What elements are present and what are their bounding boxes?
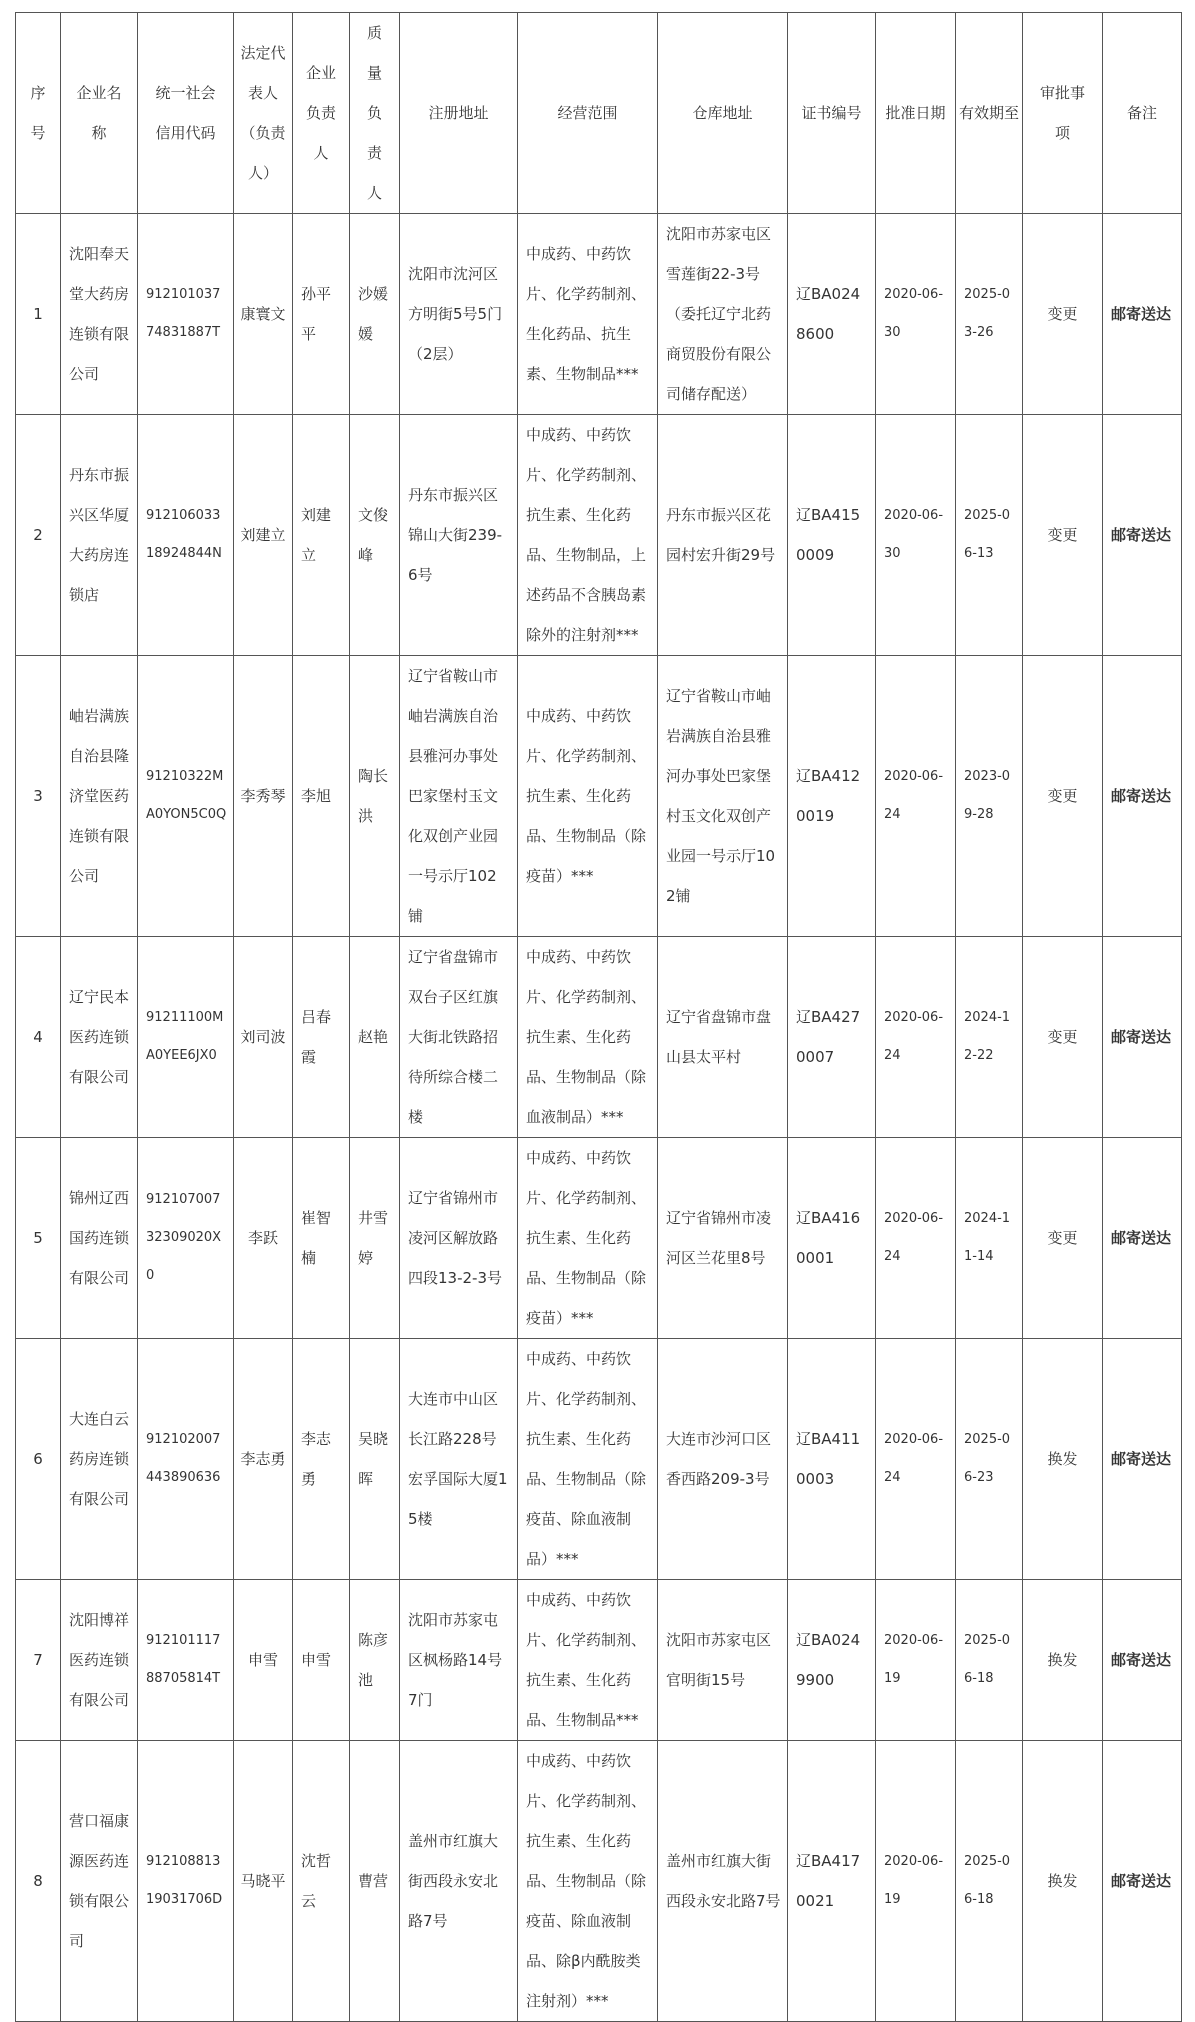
cell-code: 91210603318924844N: [138, 415, 234, 656]
cell-no: 8: [16, 1741, 61, 2022]
cell-scope: 中成药、中药饮片、化学药制剂、抗生素、生化药品、生物制品（除疫苗、除血液制品）***: [518, 1339, 658, 1580]
table-row: [16, 415, 1182, 656]
cell-cert: 辽BA4150009: [788, 415, 876, 656]
cell-warehouse: 丹东市振兴区花园村宏升街29号: [658, 415, 788, 656]
cell-code: 91210111788705814T: [138, 1580, 234, 1741]
header-quality: 质量负责人: [350, 13, 400, 214]
cell-legal: 李志勇: [234, 1339, 293, 1580]
cell-addr: 沈阳市沈河区方明街5号5门（2层）: [400, 214, 518, 415]
cell-date: 2020-06-24: [876, 656, 956, 937]
cell-head: 李志勇: [293, 1339, 350, 1580]
cell-item: 换发: [1023, 1741, 1103, 2022]
cell-item: 换发: [1023, 1580, 1103, 1741]
table-row: [16, 1138, 1182, 1339]
cell-code: 91210322MA0YON5C0Q: [138, 656, 234, 937]
cell-addr: 辽宁省锦州市凌河区解放路四段13-2-3号: [400, 1138, 518, 1339]
cell-remark: 邮寄送达: [1103, 214, 1182, 415]
table-row: [16, 1339, 1182, 1580]
cell-warehouse: 大连市沙河口区香西路209-3号: [658, 1339, 788, 1580]
cell-cert: 辽BA4160001: [788, 1138, 876, 1339]
cell-remark: 邮寄送达: [1103, 1580, 1182, 1741]
cell-no: 7: [16, 1580, 61, 1741]
cell-scope: 中成药、中药饮片、化学药制剂、生化药品、抗生素、生物制品***: [518, 214, 658, 415]
cell-valid: 2025-06-13: [956, 415, 1023, 656]
header-item: 审批事项: [1023, 13, 1103, 214]
cell-addr: 沈阳市苏家屯区枫杨路14号7门: [400, 1580, 518, 1741]
cell-scope: 中成药、中药饮片、化学药制剂、抗生素、生化药品、生物制品（除疫苗、除血液制品、除β内酰胺类注射剂）***: [518, 1741, 658, 2022]
header-code: 统一社会信用代码: [138, 13, 234, 214]
header-remark: 备注: [1103, 13, 1182, 214]
cell-cert: 辽BA4270007: [788, 937, 876, 1138]
cell-valid: 2024-12-22: [956, 937, 1023, 1138]
header-no: 序号: [16, 13, 61, 214]
table-row: [16, 214, 1182, 415]
cell-date: 2020-06-30: [876, 214, 956, 415]
cell-legal: 刘建立: [234, 415, 293, 656]
cell-name: 大连白云药房连锁有限公司: [61, 1339, 138, 1580]
cell-warehouse: 辽宁省锦州市凌河区兰花里8号: [658, 1138, 788, 1339]
cell-quality: 文俊峰: [350, 415, 400, 656]
cell-warehouse: 盖州市红旗大街西段永安北路7号: [658, 1741, 788, 2022]
cell-head: 崔智楠: [293, 1138, 350, 1339]
cell-date: 2020-06-24: [876, 1138, 956, 1339]
cell-item: 变更: [1023, 656, 1103, 937]
cell-name: 辽宁民本医药连锁有限公司: [61, 937, 138, 1138]
cell-code: 91210103774831887T: [138, 214, 234, 415]
cell-cert: 辽BA0249900: [788, 1580, 876, 1741]
cell-quality: 吴晓晖: [350, 1339, 400, 1580]
cell-head: 申雪: [293, 1580, 350, 1741]
cell-cert: 辽BA0248600: [788, 214, 876, 415]
cell-addr: 大连市中山区长江路228号宏孚国际大厦15楼: [400, 1339, 518, 1580]
cell-remark: 邮寄送达: [1103, 1138, 1182, 1339]
license-table: [15, 12, 1182, 2022]
table-row: [16, 1580, 1182, 1741]
header-row: [16, 13, 1182, 214]
cell-item: 变更: [1023, 415, 1103, 656]
cell-remark: 邮寄送达: [1103, 1741, 1182, 2022]
cell-addr: 辽宁省鞍山市岫岩满族自治县雅河办事处巴家堡村玉文化双创产业园一号示厅102铺: [400, 656, 518, 937]
cell-no: 6: [16, 1339, 61, 1580]
cell-warehouse: 沈阳市苏家屯区官明街15号: [658, 1580, 788, 1741]
header-addr: 注册地址: [400, 13, 518, 214]
cell-name: 锦州辽西国药连锁有限公司: [61, 1138, 138, 1339]
table-row: [16, 656, 1182, 937]
cell-valid: 2023-09-28: [956, 656, 1023, 937]
cell-quality: 陈彦池: [350, 1580, 400, 1741]
cell-remark: 邮寄送达: [1103, 937, 1182, 1138]
header-valid: 有效期至: [956, 13, 1023, 214]
cell-addr: 辽宁省盘锦市双台子区红旗大街北铁路招待所综合楼二楼: [400, 937, 518, 1138]
cell-head: 刘建立: [293, 415, 350, 656]
cell-valid: 2025-06-18: [956, 1741, 1023, 2022]
cell-head: 沈哲云: [293, 1741, 350, 2022]
cell-item: 变更: [1023, 214, 1103, 415]
cell-no: 4: [16, 937, 61, 1138]
cell-addr: 盖州市红旗大街西段永安北路7号: [400, 1741, 518, 2022]
cell-scope: 中成药、中药饮片、化学药制剂、抗生素、生化药品、生物制品，上述药品不含胰岛素除外的注射剂***: [518, 415, 658, 656]
cell-scope: 中成药、中药饮片、化学药制剂、抗生素、生化药品、生物制品（除血液制品）***: [518, 937, 658, 1138]
cell-item: 变更: [1023, 937, 1103, 1138]
cell-legal: 马晓平: [234, 1741, 293, 2022]
cell-head: 吕春霞: [293, 937, 350, 1138]
cell-legal: 申雪: [234, 1580, 293, 1741]
cell-valid: 2024-11-14: [956, 1138, 1023, 1339]
cell-no: 2: [16, 415, 61, 656]
cell-head: 孙平平: [293, 214, 350, 415]
cell-cert: 辽BA4110003: [788, 1339, 876, 1580]
cell-no: 1: [16, 214, 61, 415]
cell-date: 2020-06-19: [876, 1741, 956, 2022]
cell-remark: 邮寄送达: [1103, 1339, 1182, 1580]
cell-name: 营口福康源医药连锁有限公司: [61, 1741, 138, 2022]
cell-valid: 2025-06-18: [956, 1580, 1023, 1741]
cell-item: 变更: [1023, 1138, 1103, 1339]
cell-quality: 沙媛媛: [350, 214, 400, 415]
header-legal: 法定代表人（负责人）: [234, 13, 293, 214]
cell-valid: 2025-06-23: [956, 1339, 1023, 1580]
header-scope: 经营范围: [518, 13, 658, 214]
cell-warehouse: 辽宁省盘锦市盘山县太平村: [658, 937, 788, 1138]
table-row: [16, 937, 1182, 1138]
cell-code: 912102007443890636: [138, 1339, 234, 1580]
cell-remark: 邮寄送达: [1103, 656, 1182, 937]
cell-scope: 中成药、中药饮片、化学药制剂、抗生素、生化药品、生物制品（除疫苗）***: [518, 1138, 658, 1339]
cell-legal: 李秀琴: [234, 656, 293, 937]
license-table-container: [15, 12, 1181, 2022]
cell-name: 丹东市振兴区华厦大药房连锁店: [61, 415, 138, 656]
cell-no: 5: [16, 1138, 61, 1339]
cell-date: 2020-06-24: [876, 1339, 956, 1580]
cell-date: 2020-06-30: [876, 415, 956, 656]
cell-name: 沈阳博祥医药连锁有限公司: [61, 1580, 138, 1741]
table-body: [16, 214, 1182, 2022]
header-name: 企业名称: [61, 13, 138, 214]
cell-date: 2020-06-19: [876, 1580, 956, 1741]
cell-legal: 刘司波: [234, 937, 293, 1138]
cell-no: 3: [16, 656, 61, 937]
cell-date: 2020-06-24: [876, 937, 956, 1138]
cell-warehouse: 沈阳市苏家屯区雪莲街22-3号（委托辽宁北药商贸股份有限公司储存配送）: [658, 214, 788, 415]
cell-cert: 辽BA4170021: [788, 1741, 876, 2022]
cell-name: 沈阳奉天堂大药房连锁有限公司: [61, 214, 138, 415]
cell-code: 91210881319031706D: [138, 1741, 234, 2022]
cell-quality: 曹营: [350, 1741, 400, 2022]
cell-legal: 李跃: [234, 1138, 293, 1339]
header-warehouse: 仓库地址: [658, 13, 788, 214]
cell-code: 91211100MA0YEE6JX0: [138, 937, 234, 1138]
cell-quality: 井雪婷: [350, 1138, 400, 1339]
cell-warehouse: 辽宁省鞍山市岫岩满族自治县雅河办事处巴家堡村玉文化双创产业园一号示厅102铺: [658, 656, 788, 937]
cell-cert: 辽BA4120019: [788, 656, 876, 937]
cell-code: 91210700732309020X0: [138, 1138, 234, 1339]
table-row: [16, 1741, 1182, 2022]
cell-name: 岫岩满族自治县隆济堂医药连锁有限公司: [61, 656, 138, 937]
cell-addr: 丹东市振兴区锦山大街239-6号: [400, 415, 518, 656]
cell-scope: 中成药、中药饮片、化学药制剂、抗生素、生化药品、生物制品（除疫苗）***: [518, 656, 658, 937]
header-cert: 证书编号: [788, 13, 876, 214]
cell-scope: 中成药、中药饮片、化学药制剂、抗生素、生化药品、生物制品***: [518, 1580, 658, 1741]
header-date: 批准日期: [876, 13, 956, 214]
cell-quality: 陶长洪: [350, 656, 400, 937]
cell-quality: 赵艳: [350, 937, 400, 1138]
cell-head: 李旭: [293, 656, 350, 937]
header-head: 企业负责人: [293, 13, 350, 214]
cell-valid: 2025-03-26: [956, 214, 1023, 415]
cell-legal: 康寰文: [234, 214, 293, 415]
cell-remark: 邮寄送达: [1103, 415, 1182, 656]
cell-item: 换发: [1023, 1339, 1103, 1580]
